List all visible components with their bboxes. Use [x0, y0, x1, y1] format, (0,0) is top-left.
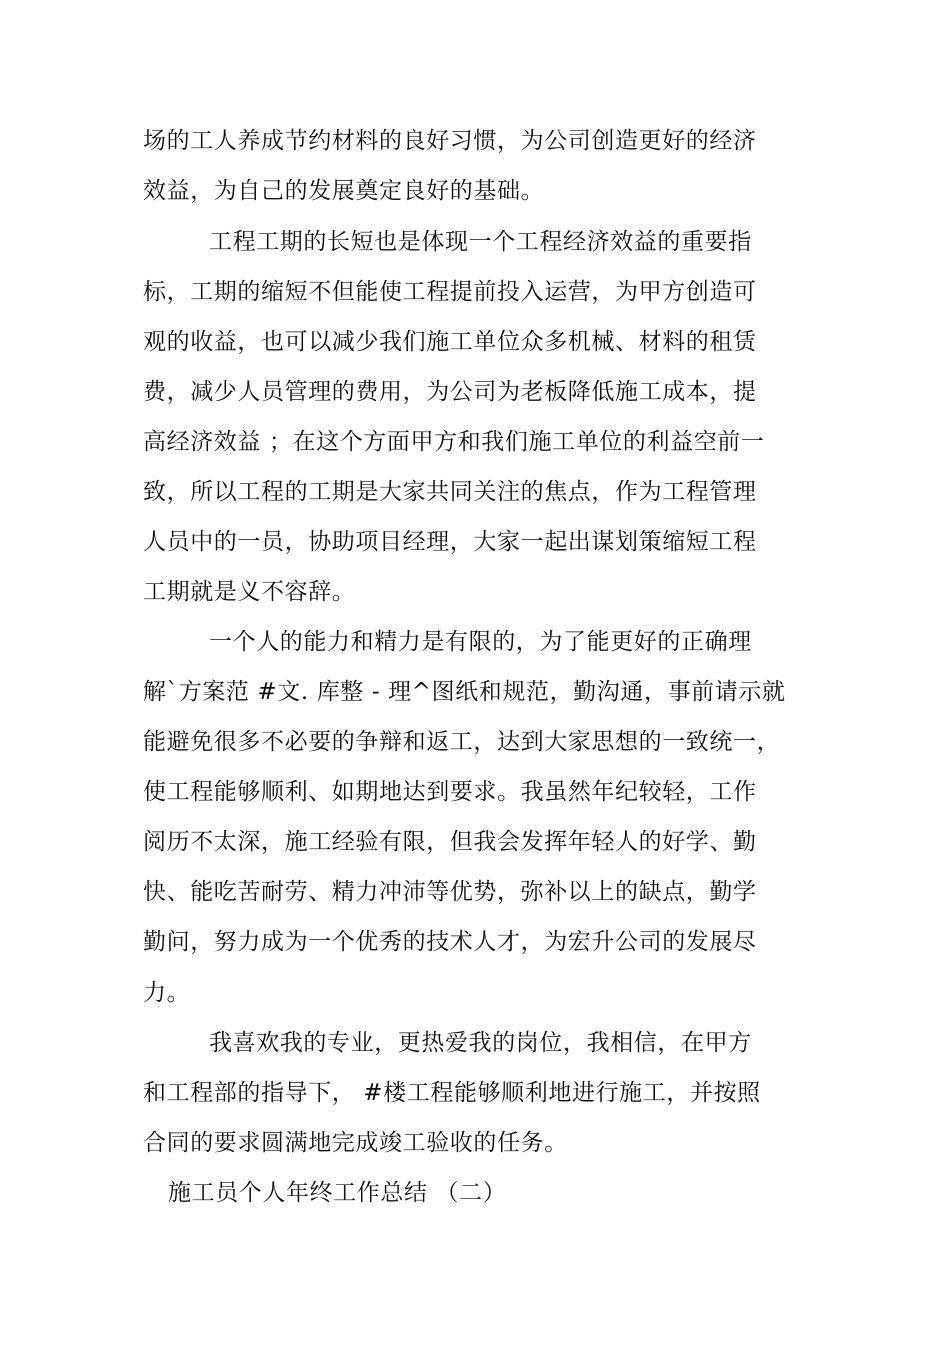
paragraph-first-line: 工程工期的长短也是体现一个工程经济效益的重要指 — [209, 229, 752, 255]
text-line: 标，工期的缩短不但能使工程提前投入运营，为甲方创造可 — [143, 279, 757, 305]
text-line: 高经济效益 ；在这个方面甲方和我们施工单位的利益空前一 — [143, 429, 765, 455]
text-line: 场的工人养成节约材料的良好习惯，为公司创造更好的经济 — [143, 128, 757, 154]
section-heading: 施工员个人年终工作总结 （二） — [168, 1180, 507, 1206]
text-line: 观的收益，也可以减少我们施工单位众多机械、材料的租赁 — [143, 329, 757, 355]
text-line: 力。 — [143, 980, 191, 1006]
text-line: 合同的要求圆满地完成竣工验收的任务。 — [143, 1130, 568, 1156]
text-line: 解`方案范 #文. 库整 - 理^图纸和规范，勤沟通，事前请示就 — [143, 679, 786, 705]
text-line: 使工程能够顺利、如期地达到要求。我虽然年纪较轻，工作 — [143, 779, 757, 805]
text-line: 工期就是义不容辞。 — [143, 579, 356, 605]
text-line: 阅历不太深，施工经验有限，但我会发挥年轻人的好学、勤 — [143, 829, 757, 855]
text-line: 能避免很多不必要的争辩和返工，达到大家思想的一致统一， — [143, 729, 781, 755]
text-line: 人员中的一员，协助项目经理，大家一起出谋划策缩短工程 — [143, 529, 757, 555]
text-line: 勤问，努力成为一个优秀的技术人才，为宏升公司的发展尽 — [143, 929, 757, 955]
paragraph-first-line: 一个人的能力和精力是有限的，为了能更好的正确理 — [209, 629, 752, 655]
paragraph-first-line: 我喜欢我的专业，更热爱我的岗位，我相信，在甲方 — [209, 1030, 752, 1056]
text-line: 和工程部的指导下， #楼工程能够顺利地进行施工，并按照 — [143, 1080, 761, 1106]
text-line: 费，减少人员管理的费用，为公司为老板降低施工成本，提 — [143, 379, 757, 405]
text-line: 效益，为自己的发展奠定良好的基础。 — [143, 178, 545, 204]
text-line: 致，所以工程的工期是大家共同关注的焦点，作为工程管理 — [143, 479, 757, 505]
text-line: 快、能吃苦耐劳、精力冲沛等优势，弥补以上的缺点，勤学 — [143, 879, 757, 905]
